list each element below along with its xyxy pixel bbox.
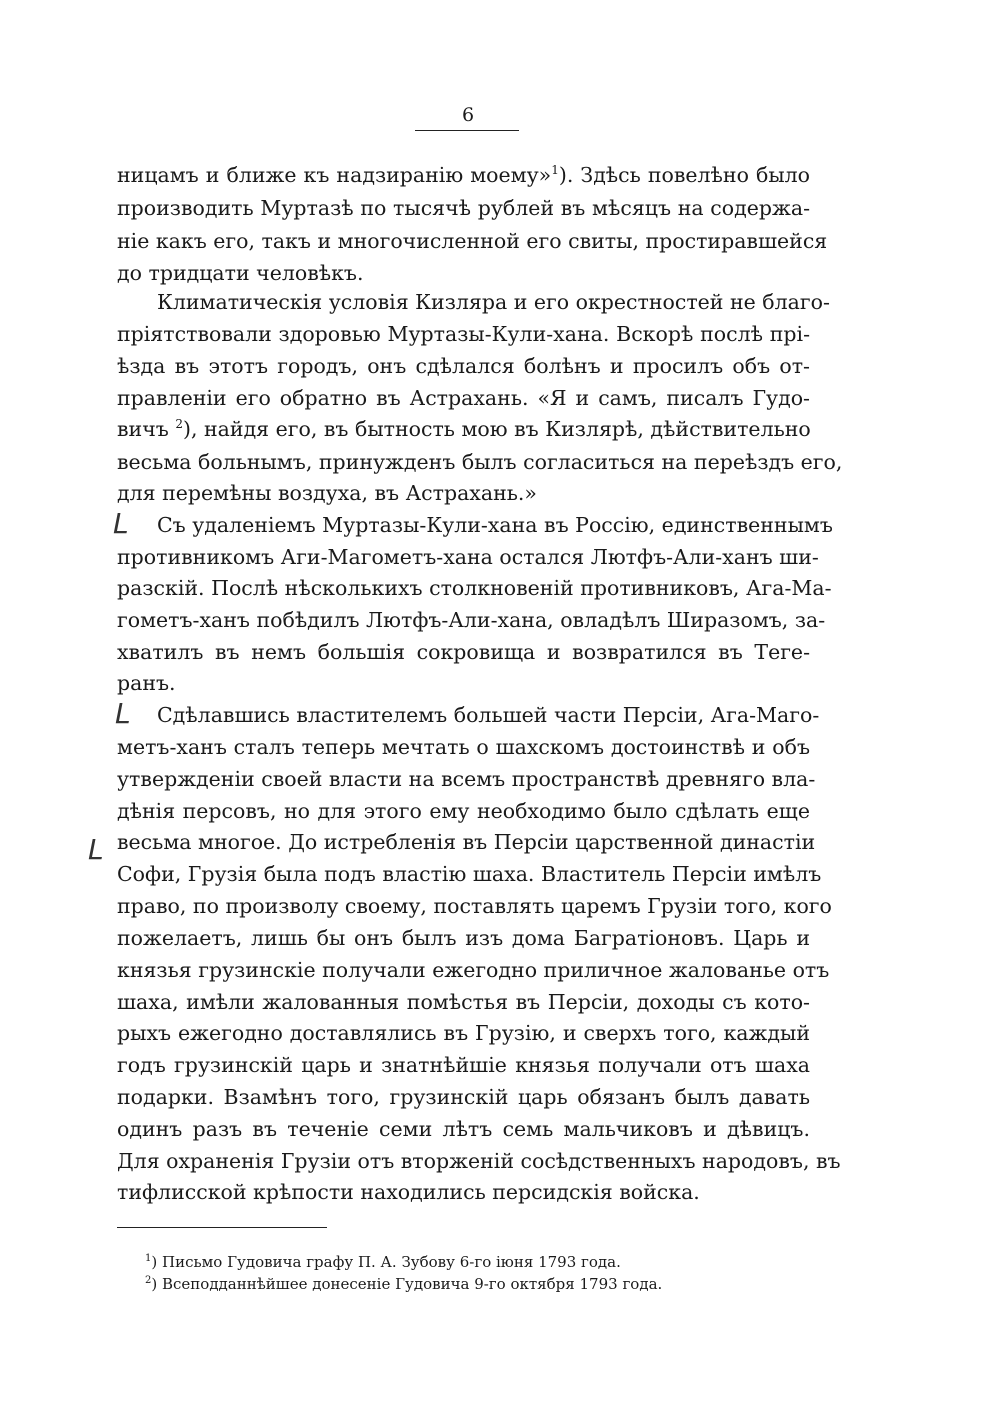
text-line: разскій. Послѣ нѣсколькихъ столкновеній противниковъ, Ага-Ма- [117, 576, 832, 600]
handwritten-margin-mark: L [113, 507, 129, 540]
footnote: $^2$) Всеподданнѣйшее донесеніе Гудовича 9-го октября 1793 года. [145, 1275, 663, 1293]
text-line: производить Муртазѣ по тысячѣ рублей въ мѣсяцъ на содержа- [117, 196, 810, 220]
text-line: противникомъ Аги-Магометъ-хана остался Лютфъ-Али-ханъ ши- [117, 545, 819, 569]
page-number: 6 [461, 104, 475, 126]
text-line: пріятствовали здоровью Муртазы-Кули-хана. Вскорѣ послѣ прі- [117, 322, 810, 346]
footnote-mark: 1 [145, 1253, 152, 1264]
text-line: князья грузинскіе получали ежегодно приличное жалованье отъ [117, 958, 830, 982]
text-line: весьма больнымъ, принужденъ былъ согласиться на переѣздъ его, [117, 450, 843, 474]
text-line: право, по произволу своему, поставлять царемъ Грузіи того, кого [117, 894, 832, 918]
text-line: утвержденіи своей власти на всемъ пространствѣ древняго вла- [117, 767, 816, 791]
footnote-ref: 2 [175, 417, 183, 432]
text-line: ранъ. [117, 671, 176, 695]
footnote: $^1$) Письмо Гудовича графу П. А. Зубову 6-го іюня 1793 года. [145, 1253, 621, 1271]
text-line: ѣзда въ этотъ городъ, онъ сдѣлался болѣнъ и просилъ объ от- [117, 354, 810, 378]
text-line: для перемѣны воздуха, въ Астрахань.» [117, 481, 537, 505]
text-line: метъ-ханъ сталъ теперь мечтать о шахскомъ достоинствѣ и объ [117, 735, 810, 759]
text-line: ніе какъ его, такъ и многочисленной его свиты, простиравшейся [117, 229, 828, 253]
text-line: пожелаетъ, лишь бы онъ былъ изъ дома Багратіоновъ. Царь и [117, 926, 810, 950]
text-line: ницамъ и ближе къ надзиранію моему»$^1$). Здѣсь повелѣно было [117, 163, 810, 187]
text-line: Для охраненія Грузіи отъ вторженій сосѣдственныхъ народовъ, въ [117, 1149, 841, 1173]
footnote-ref: 1 [551, 163, 559, 178]
text-line: правленіи его обратно въ Астрахань. «Я и самъ, писалъ Гудо- [117, 386, 810, 410]
text-line: шаха, имѣли жалованныя помѣстья въ Персіи, доходы съ кото- [117, 990, 810, 1014]
handwritten-margin-mark: L [88, 833, 104, 866]
text-line: гометъ-ханъ побѣдилъ Лютфъ-Али-хана, овладѣлъ Ширазомъ, за- [117, 608, 826, 632]
text-line: тифлисской крѣпости находились персидскія войска. [117, 1180, 700, 1204]
text-line: рыхъ ежегодно доставлялись въ Грузію, и сверхъ того, каждый [117, 1021, 810, 1045]
text-line: до тридцати человѣкъ. [117, 261, 364, 285]
handwritten-margin-mark: L [115, 697, 131, 730]
text-line: вичъ $^2$), найдя его, въ бытность мою въ Кизлярѣ, дѣйствительно [117, 417, 811, 441]
text-line: Софи, Грузія была подъ властію шаха. Властитель Персіи имѣлъ [117, 862, 822, 886]
footnote-mark: 2 [145, 1275, 152, 1286]
text-line: одинъ разъ въ теченіе семи лѣтъ семь мальчиковъ и дѣвицъ. [117, 1117, 810, 1141]
text-line: Климатическія условія Кизляра и его окрестностей не благо- [157, 290, 830, 314]
text-line: подарки. Взамѣнъ того, грузинскій царь обязанъ былъ давать [117, 1085, 810, 1109]
footnote-rule [117, 1227, 327, 1228]
text-line: хватилъ въ немъ большія сокровища и возвратился въ Теге- [117, 640, 810, 664]
text-line: Сдѣлавшись властителемъ большей части Персіи, Ага-Маго- [157, 703, 820, 727]
text-line: дѣнія персовъ, но для этого ему необходимо было сдѣлать еще [117, 799, 810, 823]
text-line: весьма многое. До истребленія въ Персіи царственной династіи [117, 830, 816, 854]
page-number-rule [415, 130, 519, 131]
text-line: Съ удаленіемъ Муртазы-Кули-хана въ Россію, единственнымъ [157, 513, 833, 537]
text-line: годъ грузинскій царь и знатнѣйшіе князья получали отъ шаха [117, 1053, 810, 1077]
